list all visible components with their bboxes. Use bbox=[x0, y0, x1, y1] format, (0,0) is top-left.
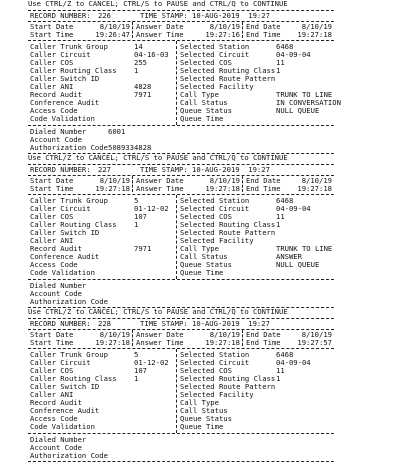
dialed-number-label: Dialed Number bbox=[30, 127, 87, 136]
account-code-label: Account Code bbox=[30, 289, 82, 298]
field-value: 6468 bbox=[276, 350, 294, 359]
field-label: Selected Route Pattern bbox=[180, 382, 276, 391]
call-record bbox=[28, 318, 334, 458]
field-value: TRUNK TO LINE bbox=[276, 244, 333, 253]
field-label: Call Status bbox=[180, 406, 228, 415]
field-value: 6468 bbox=[276, 196, 294, 205]
start-date-value: 8/10/19 bbox=[99, 22, 130, 31]
time-stamp-label: TIME STAMP: bbox=[140, 11, 188, 20]
end-date-label: End Date bbox=[246, 330, 281, 339]
divider bbox=[242, 22, 243, 38]
field-label: Call Type bbox=[180, 90, 219, 99]
field-label: Selected COS bbox=[180, 366, 232, 375]
answer-date-label: Answer Date bbox=[136, 330, 184, 339]
field-label: Selected COS bbox=[180, 212, 232, 221]
divider bbox=[176, 349, 177, 433]
field-value: 6468 bbox=[276, 42, 294, 51]
call-record bbox=[28, 164, 334, 304]
divider bbox=[28, 348, 334, 349]
end-date-value: 8/10/19 bbox=[301, 330, 332, 339]
field-label: Queue Status bbox=[180, 106, 232, 115]
field-label: Access Code bbox=[30, 260, 78, 269]
record-number-value: 228 bbox=[98, 319, 111, 328]
field-value: IN CONVERSATION bbox=[276, 98, 341, 107]
field-label: Call Status bbox=[180, 252, 228, 261]
start-time-value: 19:27:18 bbox=[95, 184, 130, 193]
field-label: Caller Switch ID bbox=[30, 74, 100, 83]
field-value: 4828 bbox=[134, 82, 152, 91]
answer-date-label: Answer Date bbox=[136, 176, 184, 185]
field-label: Caller ANI bbox=[30, 82, 74, 91]
time-stamp-label: TIME STAMP: bbox=[140, 319, 188, 328]
start-time-label: Start Time bbox=[30, 30, 74, 39]
time-stamp-value: 10-AUG-2019 19:27 bbox=[192, 11, 270, 20]
field-label: Caller ANI bbox=[30, 390, 74, 399]
field-label: Selected Circuit bbox=[180, 50, 250, 59]
field-value: 255 bbox=[134, 58, 147, 67]
answer-time-label: Answer Time bbox=[136, 30, 184, 39]
field-label: Code Validation bbox=[30, 114, 95, 123]
banner-text: Use CTRL/Z to CANCEL; CTRL/S to PAUSE and CTRL/Q to CONTINUE bbox=[28, 0, 288, 8]
banner-text: Use CTRL/Z to CANCEL; CTRL/S to PAUSE and CTRL/Q to CONTINUE bbox=[28, 307, 288, 316]
field-label: Code Validation bbox=[30, 268, 95, 277]
field-label: Selected Route Pattern bbox=[180, 74, 276, 83]
field-label: Caller COS bbox=[30, 212, 74, 221]
field-label: Selected Routing Class bbox=[180, 66, 276, 75]
field-label: Caller Circuit bbox=[30, 50, 91, 59]
field-value: 11 bbox=[276, 366, 285, 375]
field-label: Queue Time bbox=[180, 422, 224, 431]
field-value: 5 bbox=[134, 196, 139, 205]
field-label: Selected Facility bbox=[180, 236, 254, 245]
answer-date-label: Answer Date bbox=[136, 22, 184, 31]
field-label: Selected Route Pattern bbox=[180, 228, 276, 237]
field-label: Record Audit bbox=[30, 90, 82, 99]
answer-date-value: 8/10/19 bbox=[209, 330, 240, 339]
field-value: 1 bbox=[134, 66, 139, 75]
authorization-code-label: Authorization Code bbox=[30, 451, 108, 460]
divider bbox=[132, 176, 133, 192]
start-date-label: Start Date bbox=[30, 176, 74, 185]
time-stamp-label: TIME STAMP: bbox=[140, 165, 188, 174]
field-label: Caller Routing Class bbox=[30, 220, 117, 229]
divider bbox=[28, 279, 334, 280]
end-date-label: End Date bbox=[246, 22, 281, 31]
field-label: Conference Audit bbox=[30, 406, 100, 415]
record-number-label: RECORD NUMBER: bbox=[30, 319, 91, 328]
field-label: Access Code bbox=[30, 414, 78, 423]
field-label: Conference Audit bbox=[30, 98, 100, 107]
divider bbox=[132, 330, 133, 346]
field-label: Queue Time bbox=[180, 114, 224, 123]
banner-text: Use CTRL/Z to CANCEL; CTRL/S to PAUSE and CTRL/Q to CONTINUE bbox=[28, 153, 288, 162]
field-value: NULL QUEUE bbox=[276, 260, 320, 269]
field-value: 04-09-04 bbox=[276, 358, 311, 367]
field-value: 04-16-03 bbox=[134, 50, 169, 59]
field-label: Caller Circuit bbox=[30, 358, 91, 367]
field-label: Call Type bbox=[180, 244, 219, 253]
field-value: 1 bbox=[276, 66, 281, 75]
field-label: Access Code bbox=[30, 106, 78, 115]
field-label: Queue Time bbox=[180, 268, 224, 277]
end-time-label: End Time bbox=[246, 338, 281, 347]
field-label: Selected Station bbox=[180, 42, 250, 51]
authorization-code-label: Authorization Code bbox=[30, 297, 108, 306]
field-label: Caller Switch ID bbox=[30, 382, 100, 391]
start-date-value: 8/10/19 bbox=[99, 330, 130, 339]
field-label: Caller Routing Class bbox=[30, 66, 117, 75]
start-time-label: Start Time bbox=[30, 184, 74, 193]
end-time-value: 19:27:18 bbox=[297, 30, 332, 39]
record-number-value: 226 bbox=[98, 11, 111, 20]
field-label: Caller COS bbox=[30, 58, 74, 67]
answer-date-value: 8/10/19 bbox=[209, 22, 240, 31]
divider bbox=[242, 176, 243, 192]
authorization-code-value: 5089334828 bbox=[108, 143, 152, 152]
field-value: 04-09-04 bbox=[276, 50, 311, 59]
field-value: 1 bbox=[134, 374, 139, 383]
field-label: Queue Status bbox=[180, 260, 232, 269]
end-time-value: 19:27:18 bbox=[297, 184, 332, 193]
divider bbox=[28, 125, 334, 126]
answer-time-label: Answer Time bbox=[136, 338, 184, 347]
field-label: Selected Station bbox=[180, 196, 250, 205]
field-label: Caller Trunk Group bbox=[30, 196, 108, 205]
field-label: Caller Trunk Group bbox=[30, 350, 108, 359]
field-label: Caller Circuit bbox=[30, 204, 91, 213]
field-value: 14 bbox=[134, 42, 143, 51]
field-label: Caller Routing Class bbox=[30, 374, 117, 383]
field-label: Call Status bbox=[180, 98, 228, 107]
field-label: Record Audit bbox=[30, 244, 82, 253]
divider bbox=[176, 195, 177, 279]
answer-time-value: 19:27:16 bbox=[205, 30, 240, 39]
divider bbox=[28, 433, 334, 434]
end-date-value: 8/10/19 bbox=[301, 176, 332, 185]
field-value: ANSWER bbox=[276, 252, 302, 261]
field-label: Caller Switch ID bbox=[30, 228, 100, 237]
start-time-label: Start Time bbox=[30, 338, 74, 347]
field-label: Caller Trunk Group bbox=[30, 42, 108, 51]
end-time-label: End Time bbox=[246, 30, 281, 39]
field-label: Selected Circuit bbox=[180, 204, 250, 213]
field-value: 1 bbox=[134, 220, 139, 229]
field-value: 107 bbox=[134, 366, 147, 375]
time-stamp-value: 10-AUG-2019 19:27 bbox=[192, 319, 270, 328]
answer-date-value: 8/10/19 bbox=[209, 176, 240, 185]
end-date-label: End Date bbox=[246, 176, 281, 185]
field-label: Selected Facility bbox=[180, 390, 254, 399]
field-label: Selected Routing Class bbox=[180, 220, 276, 229]
field-label: Code Validation bbox=[30, 422, 95, 431]
field-value: 01-12-02 bbox=[134, 358, 169, 367]
start-time-value: 19:27:18 bbox=[95, 338, 130, 347]
answer-time-value: 19:27:18 bbox=[205, 184, 240, 193]
record-number-label: RECORD NUMBER: bbox=[30, 11, 91, 20]
divider bbox=[242, 330, 243, 346]
divider bbox=[176, 41, 177, 125]
end-time-value: 19:27:57 bbox=[297, 338, 332, 347]
field-value: 1 bbox=[276, 220, 281, 229]
end-time-label: End Time bbox=[246, 184, 281, 193]
start-date-label: Start Date bbox=[30, 330, 74, 339]
field-value: 5 bbox=[134, 350, 139, 359]
start-time-value: 19:26:47 bbox=[95, 30, 130, 39]
field-label: Queue Status bbox=[180, 414, 232, 423]
dialed-number-value: 6001 bbox=[108, 127, 126, 136]
field-label: Record Audit bbox=[30, 398, 82, 407]
field-value: 7971 bbox=[134, 244, 152, 253]
authorization-code-label: Authorization Code bbox=[30, 143, 108, 152]
call-record bbox=[28, 10, 341, 152]
divider bbox=[28, 40, 334, 41]
field-value: 01-12-02 bbox=[134, 204, 169, 213]
start-date-label: Start Date bbox=[30, 22, 74, 31]
field-label: Selected Routing Class bbox=[180, 374, 276, 383]
answer-time-label: Answer Time bbox=[136, 184, 184, 193]
field-label: Caller ANI bbox=[30, 236, 74, 245]
field-value: NULL QUEUE bbox=[276, 106, 320, 115]
field-value: 11 bbox=[276, 58, 285, 67]
dialed-number-label: Dialed Number bbox=[30, 281, 87, 290]
divider bbox=[28, 153, 334, 154]
field-label: Selected Facility bbox=[180, 82, 254, 91]
field-label: Conference Audit bbox=[30, 252, 100, 261]
divider bbox=[28, 194, 334, 195]
time-stamp-value: 10-AUG-2019 19:27 bbox=[192, 165, 270, 174]
field-value: 7971 bbox=[134, 90, 152, 99]
field-value: 107 bbox=[134, 212, 147, 221]
field-label: Selected Circuit bbox=[180, 358, 250, 367]
field-value: 04-09-04 bbox=[276, 204, 311, 213]
answer-time-value: 19:27:18 bbox=[205, 338, 240, 347]
start-date-value: 8/10/19 bbox=[99, 176, 130, 185]
end-date-value: 8/10/19 bbox=[301, 22, 332, 31]
divider bbox=[28, 307, 334, 308]
dialed-number-label: Dialed Number bbox=[30, 435, 87, 444]
field-label: Selected Station bbox=[180, 350, 250, 359]
field-value: 1 bbox=[276, 374, 281, 383]
field-label: Selected COS bbox=[180, 58, 232, 67]
divider bbox=[132, 22, 133, 38]
account-code-label: Account Code bbox=[30, 135, 82, 144]
record-number-label: RECORD NUMBER: bbox=[30, 165, 91, 174]
field-label: Call Type bbox=[180, 398, 219, 407]
account-code-label: Account Code bbox=[30, 443, 82, 452]
field-value: 11 bbox=[276, 212, 285, 221]
field-label: Caller COS bbox=[30, 366, 74, 375]
record-number-value: 227 bbox=[98, 165, 111, 174]
field-value: TRUNK TO LINE bbox=[276, 90, 333, 99]
